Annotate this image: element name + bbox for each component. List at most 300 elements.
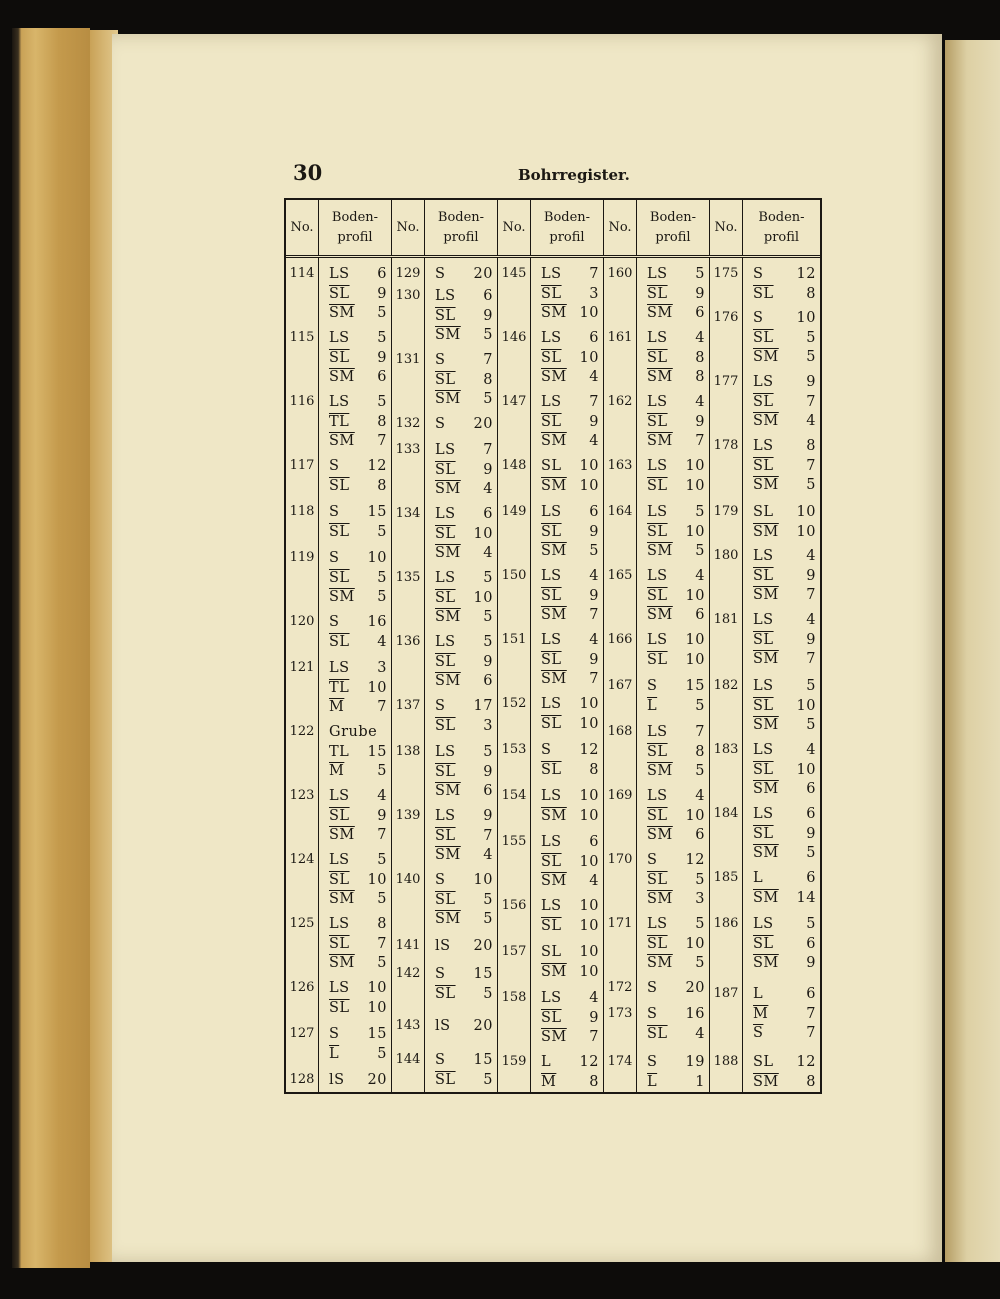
- soil-type: $\overline{SL}$: [435, 985, 456, 1002]
- layer-depth: 10: [579, 853, 599, 870]
- layer-depth: 5: [483, 570, 493, 586]
- boring-number: 138: [395, 744, 421, 759]
- soil-type: LS: [753, 678, 774, 694]
- soil-type: $\overline{SL}$: [753, 825, 774, 842]
- layer-depth: 10: [579, 917, 599, 934]
- soil-type: LS: [753, 548, 774, 564]
- layer-depth: 7: [806, 393, 816, 410]
- soil-type: $\overline{SM}$: [329, 891, 355, 907]
- soil-type: LS: [753, 438, 774, 454]
- soil-layer: [647, 808, 705, 824]
- layer-depth: 5: [589, 543, 599, 559]
- soil-type: $\overline{SL}$: [329, 807, 350, 824]
- soil-type: LS: [435, 808, 456, 824]
- layer-depth: 8: [806, 438, 816, 454]
- soil-type: $\overline{SL}$: [647, 743, 668, 760]
- soil-type: $\overline{SL}$: [541, 1009, 562, 1026]
- soil-type: LS: [753, 916, 774, 932]
- soil-type: $\overline{M}$: [329, 699, 345, 715]
- soil-layer: [329, 350, 387, 366]
- soil-layer: [647, 936, 705, 952]
- boring-number: 119: [289, 550, 315, 565]
- soil-layer: [541, 305, 599, 321]
- soil-type: $\overline{SM}$: [647, 305, 673, 321]
- soil-layer: [647, 524, 705, 540]
- soil-layer: [647, 286, 705, 302]
- layer-depth: [377, 724, 393, 740]
- soil-layer: [541, 1074, 599, 1090]
- header-bodenprofil: Boden- profil: [637, 200, 710, 255]
- boring-number: 175: [713, 266, 739, 281]
- layer-depth: 15: [473, 966, 493, 982]
- layer-depth: 10: [685, 632, 705, 648]
- layer-depth: 8: [589, 1073, 599, 1090]
- running-head: Bohrregister.: [518, 166, 630, 184]
- bohrregister-table: [284, 198, 822, 1094]
- soil-type: $\overline{SL}$: [753, 285, 774, 302]
- layer-depth: 4: [695, 1025, 705, 1042]
- soil-layer: [435, 1072, 493, 1088]
- soil-layer: [329, 478, 387, 494]
- layer-depth: 10: [579, 349, 599, 366]
- soil-type: LS: [541, 568, 562, 584]
- soil-layer: [541, 898, 599, 914]
- soil-type: $\overline{SM}$: [541, 433, 567, 449]
- soil-layer: [435, 698, 493, 714]
- soil-type: LS: [329, 788, 350, 804]
- boring-number: 126: [289, 980, 315, 995]
- soil-layer: [647, 369, 705, 385]
- column-profile-5: [743, 258, 820, 1092]
- boring-number: 130: [395, 288, 421, 303]
- table-body: [286, 258, 820, 1092]
- layer-depth: 4: [483, 481, 493, 497]
- soil-type: LS: [647, 394, 668, 410]
- layer-depth: 9: [483, 808, 493, 824]
- soil-type: LS: [647, 458, 668, 474]
- soil-type: $\overline{SM}$: [647, 955, 673, 971]
- soil-layer: [329, 266, 387, 282]
- layer-depth: 7: [589, 1029, 599, 1045]
- layer-depth: 15: [367, 504, 387, 520]
- layer-depth: 10: [579, 944, 599, 960]
- soil-layer: [435, 266, 493, 282]
- soil-type: SL: [541, 944, 562, 960]
- soil-type: LS: [647, 504, 668, 520]
- layer-depth: 10: [579, 807, 599, 824]
- soil-layer: [329, 660, 387, 676]
- soil-type: $\overline{SL}$: [329, 633, 350, 650]
- layer-depth: 8: [806, 285, 816, 302]
- soil-layer: [753, 612, 816, 628]
- layer-depth: 9: [483, 307, 493, 324]
- soil-type: $\overline{SM}$: [435, 847, 461, 863]
- soil-layer: [753, 504, 816, 520]
- boring-number: 139: [395, 808, 421, 823]
- boring-number: 115: [289, 330, 315, 345]
- layer-depth: 9: [589, 651, 599, 668]
- soil-layer: [541, 788, 599, 804]
- layer-depth: 7: [806, 1025, 816, 1041]
- soil-type: LS: [541, 990, 562, 1006]
- soil-layer: [329, 891, 387, 907]
- layer-depth: 19: [685, 1054, 705, 1070]
- soil-layer: [435, 481, 493, 497]
- layer-depth: 9: [377, 349, 387, 366]
- soil-layer: [753, 548, 816, 564]
- soil-layer: [753, 762, 816, 778]
- boring-number: 167: [607, 678, 633, 693]
- soil-type: LS: [329, 916, 350, 932]
- boring-number: 134: [395, 506, 421, 521]
- soil-layer: [329, 286, 387, 302]
- soil-type: $\overline{SL}$: [541, 413, 562, 430]
- layer-depth: 9: [695, 285, 705, 302]
- layer-depth: 5: [695, 504, 705, 520]
- soil-layer: [753, 330, 816, 346]
- boring-number: 129: [395, 266, 421, 281]
- boring-number: 120: [289, 614, 315, 629]
- layer-depth: 4: [695, 394, 705, 410]
- soil-layer: [329, 330, 387, 346]
- soil-layer: [753, 1025, 816, 1041]
- soil-type: S: [647, 980, 658, 996]
- layer-depth: 10: [367, 550, 387, 566]
- soil-layer: [753, 394, 816, 410]
- soil-type: S: [329, 504, 340, 520]
- soil-type: $\overline{SM}$: [329, 433, 355, 449]
- boring-number: 157: [501, 944, 527, 959]
- soil-type: $\overline{SL}$: [435, 525, 456, 542]
- soil-type: $\overline{SM}$: [647, 763, 673, 779]
- soil-type: $\overline{SL}$: [647, 413, 668, 430]
- soil-type: S: [329, 1026, 340, 1042]
- soil-type: $\overline{SL}$: [435, 827, 456, 844]
- layer-depth: 20: [473, 266, 493, 282]
- layer-depth: 9: [806, 567, 816, 584]
- layer-depth: 5: [377, 891, 387, 907]
- boring-number: 141: [395, 938, 421, 953]
- soil-type: S: [435, 966, 446, 982]
- soil-layer: [435, 986, 493, 1002]
- soil-layer: [647, 458, 705, 474]
- boring-number: 124: [289, 852, 315, 867]
- soil-layer: [753, 1054, 816, 1070]
- layer-depth: 4: [589, 369, 599, 385]
- boring-number: 176: [713, 310, 739, 325]
- layer-depth: 4: [377, 788, 387, 804]
- soil-type: $\overline{SM}$: [753, 477, 779, 493]
- soil-layer: [647, 744, 705, 760]
- soil-layer: [541, 330, 599, 346]
- layer-depth: 20: [473, 938, 493, 954]
- soil-layer: [753, 806, 816, 822]
- layer-depth: 4: [806, 612, 816, 628]
- soil-layer: [329, 414, 387, 430]
- soil-layer: [541, 762, 599, 778]
- layer-depth: 9: [806, 825, 816, 842]
- layer-depth: 14: [796, 889, 816, 906]
- layer-depth: 9: [589, 1009, 599, 1026]
- layer-depth: 9: [483, 461, 493, 478]
- soil-type: $\overline{SM}$: [647, 891, 673, 907]
- soil-type: $\overline{SL}$: [647, 651, 668, 668]
- soil-layer: [329, 788, 387, 804]
- boring-number: 162: [607, 394, 633, 409]
- soil-type: $\overline{M}$: [541, 1073, 557, 1090]
- soil-type: LS: [753, 742, 774, 758]
- layer-depth: 7: [377, 699, 387, 715]
- soil-type: $\overline{SL}$: [647, 1025, 668, 1042]
- layer-depth: 7: [806, 587, 816, 603]
- boring-number: 188: [713, 1054, 739, 1069]
- soil-layer: [435, 744, 493, 760]
- soil-type: S: [329, 614, 340, 630]
- layer-depth: 4: [589, 873, 599, 889]
- soil-type: $\overline{SL}$: [435, 891, 456, 908]
- soil-layer: [329, 305, 387, 321]
- soil-layer: [541, 696, 599, 712]
- layer-depth: 9: [589, 587, 599, 604]
- soil-type: $\overline{SL}$: [435, 717, 456, 734]
- layer-depth: 5: [483, 327, 493, 343]
- soil-layer: [329, 1000, 387, 1016]
- soil-type: $\overline{SL}$: [753, 631, 774, 648]
- soil-layer: [435, 764, 493, 780]
- layer-depth: 9: [483, 763, 493, 780]
- layer-depth: 10: [685, 651, 705, 668]
- soil-type: $\overline{SM}$: [541, 671, 567, 687]
- boring-number: 148: [501, 458, 527, 473]
- soil-layer: [435, 416, 493, 432]
- soil-layer: [647, 652, 705, 668]
- layer-depth: 10: [796, 504, 816, 520]
- soil-layer: [753, 1006, 816, 1022]
- soil-type: S: [647, 678, 658, 694]
- boring-number: 137: [395, 698, 421, 713]
- soil-layer: [753, 286, 816, 302]
- soil-layer: [435, 462, 493, 478]
- soil-layer: [435, 1052, 493, 1068]
- layer-depth: 6: [806, 781, 816, 797]
- soil-type: $\overline{SM}$: [541, 1029, 567, 1045]
- soil-type: $\overline{SL}$: [435, 589, 456, 606]
- layer-depth: 4: [589, 990, 599, 1006]
- soil-type: $\overline{SM}$: [753, 651, 779, 667]
- layer-depth: 7: [589, 671, 599, 687]
- soil-layer: [541, 568, 599, 584]
- soil-layer: [753, 1074, 816, 1090]
- soil-layer: [647, 543, 705, 559]
- layer-depth: 12: [579, 742, 599, 758]
- layer-depth: 3: [377, 660, 387, 676]
- soil-type: $\overline{TL}$: [329, 413, 350, 430]
- soil-type: LS: [435, 288, 456, 304]
- soil-layer: [329, 763, 387, 779]
- soil-type: $\overline{SL}$: [753, 761, 774, 778]
- soil-layer: [753, 936, 816, 952]
- soil-layer: [329, 955, 387, 971]
- layer-depth: 5: [377, 955, 387, 971]
- soil-type: $\overline{SL}$: [541, 587, 562, 604]
- boring-number: 164: [607, 504, 633, 519]
- soil-layer: [329, 936, 387, 952]
- soil-type: LS: [647, 632, 668, 648]
- layer-depth: 15: [367, 1026, 387, 1042]
- soil-layer: [541, 944, 599, 960]
- layer-depth: 10: [367, 871, 387, 888]
- soil-layer: [647, 852, 705, 868]
- soil-layer: [753, 438, 816, 454]
- soil-type: $\overline{SM}$: [329, 369, 355, 385]
- soil-type: $\overline{SM}$: [435, 545, 461, 561]
- soil-layer: [753, 651, 816, 667]
- layer-depth: 10: [685, 587, 705, 604]
- layer-depth: 10: [579, 715, 599, 732]
- layer-depth: 10: [473, 589, 493, 606]
- soil-type: LS: [329, 852, 350, 868]
- layer-depth: 5: [695, 955, 705, 971]
- soil-type: $\overline{SM}$: [329, 827, 355, 843]
- soil-type: $\overline{SM}$: [435, 327, 461, 343]
- layer-depth: 12: [367, 458, 387, 474]
- layer-depth: 5: [483, 891, 493, 908]
- soil-layer: [541, 964, 599, 980]
- soil-type: LS: [541, 834, 562, 850]
- layer-depth: 10: [579, 788, 599, 804]
- layer-depth: 9: [483, 653, 493, 670]
- layer-depth: 6: [589, 834, 599, 850]
- boring-number: 135: [395, 570, 421, 585]
- soil-layer: [647, 698, 705, 714]
- soil-layer: [435, 545, 493, 561]
- soil-type: LS: [329, 330, 350, 346]
- soil-type: $\overline{SL}$: [541, 917, 562, 934]
- soil-layer: [329, 634, 387, 650]
- boring-number: 165: [607, 568, 633, 583]
- boring-number: 184: [713, 806, 739, 821]
- layer-depth: 5: [377, 305, 387, 321]
- layer-depth: 6: [695, 305, 705, 321]
- layer-depth: 8: [377, 413, 387, 430]
- layer-depth: 4: [483, 847, 493, 863]
- soil-type: $\overline{SM}$: [541, 305, 567, 321]
- soil-layer: [541, 394, 599, 410]
- boring-number: 118: [289, 504, 315, 519]
- layer-depth: 4: [589, 433, 599, 449]
- soil-layer: [435, 609, 493, 625]
- soil-type: $\overline{SL}$: [647, 587, 668, 604]
- boring-number: 169: [607, 788, 633, 803]
- header-bodenprofil: Boden- profil: [758, 209, 805, 245]
- layer-depth: 9: [695, 413, 705, 430]
- soil-type: LS: [541, 504, 562, 520]
- layer-depth: 15: [367, 743, 387, 760]
- layer-depth: 20: [473, 416, 493, 432]
- boring-number: 185: [713, 870, 739, 885]
- soil-layer: [647, 872, 705, 888]
- layer-depth: 8: [377, 916, 387, 932]
- layer-depth: 12: [796, 266, 816, 282]
- soil-type: TL: [329, 743, 350, 760]
- soil-layer: [541, 632, 599, 648]
- soil-layer: [435, 288, 493, 304]
- soil-layer: [541, 286, 599, 302]
- layer-depth: 4: [806, 742, 816, 758]
- soil-type: SL: [753, 1054, 774, 1070]
- boring-number: 159: [501, 1054, 527, 1069]
- soil-layer: [435, 526, 493, 542]
- soil-type: $\overline{SL}$: [753, 457, 774, 474]
- soil-layer: [753, 845, 816, 861]
- soil-type: LS: [647, 916, 668, 932]
- layer-depth: 12: [579, 1054, 599, 1070]
- layer-depth: 5: [695, 871, 705, 888]
- layer-depth: 10: [685, 458, 705, 474]
- soil-type: $\overline{SL}$: [329, 935, 350, 952]
- soil-layer: [541, 918, 599, 934]
- soil-layer: [435, 372, 493, 388]
- soil-type: $\overline{SM}$: [753, 349, 779, 365]
- boring-number: 178: [713, 438, 739, 453]
- boring-number: 156: [501, 898, 527, 913]
- layer-depth: 7: [589, 607, 599, 623]
- boring-number: 171: [607, 916, 633, 931]
- layer-depth: 5: [806, 329, 816, 346]
- soil-type: $\overline{SL}$: [647, 871, 668, 888]
- soil-type: lS: [435, 938, 451, 954]
- soil-layer: [329, 524, 387, 540]
- soil-layer: [753, 374, 816, 390]
- soil-type: $\overline{SM}$: [541, 873, 567, 889]
- soil-type: LS: [541, 266, 562, 282]
- layer-depth: 6: [377, 266, 387, 282]
- facing-page-edge: [945, 40, 1000, 1262]
- boring-number: 172: [607, 980, 633, 995]
- header-no: No.: [498, 200, 531, 255]
- layer-depth: 4: [695, 330, 705, 346]
- boring-number: 143: [395, 1018, 421, 1033]
- layer-depth: 10: [579, 963, 599, 980]
- boring-number: 146: [501, 330, 527, 345]
- soil-layer: [435, 442, 493, 458]
- soil-type: $\overline{SM}$: [753, 1073, 779, 1090]
- soil-type: $\overline{M}$: [329, 763, 345, 779]
- soil-type: $\overline{SL}$: [435, 653, 456, 670]
- boring-number: 151: [501, 632, 527, 647]
- layer-depth: 7: [377, 827, 387, 843]
- boring-number: 183: [713, 742, 739, 757]
- layer-depth: 6: [483, 506, 493, 522]
- soil-layer: [329, 394, 387, 410]
- layer-depth: 9: [377, 807, 387, 824]
- soil-type: $\overline{SM}$: [435, 911, 461, 927]
- soil-type: L: [753, 986, 764, 1002]
- boring-number: 180: [713, 548, 739, 563]
- layer-depth: 10: [685, 477, 705, 494]
- layer-depth: 3: [589, 285, 599, 302]
- soil-layer: [753, 477, 816, 493]
- layer-depth: 5: [377, 763, 387, 779]
- soil-type: $\overline{SL}$: [435, 307, 456, 324]
- soil-layer: [329, 1072, 387, 1088]
- column-no-5: [710, 258, 743, 1092]
- layer-depth: 5: [695, 266, 705, 282]
- soil-layer: [647, 916, 705, 932]
- layer-depth: 5: [695, 543, 705, 559]
- layer-depth: 8: [377, 477, 387, 494]
- soil-layer: [541, 524, 599, 540]
